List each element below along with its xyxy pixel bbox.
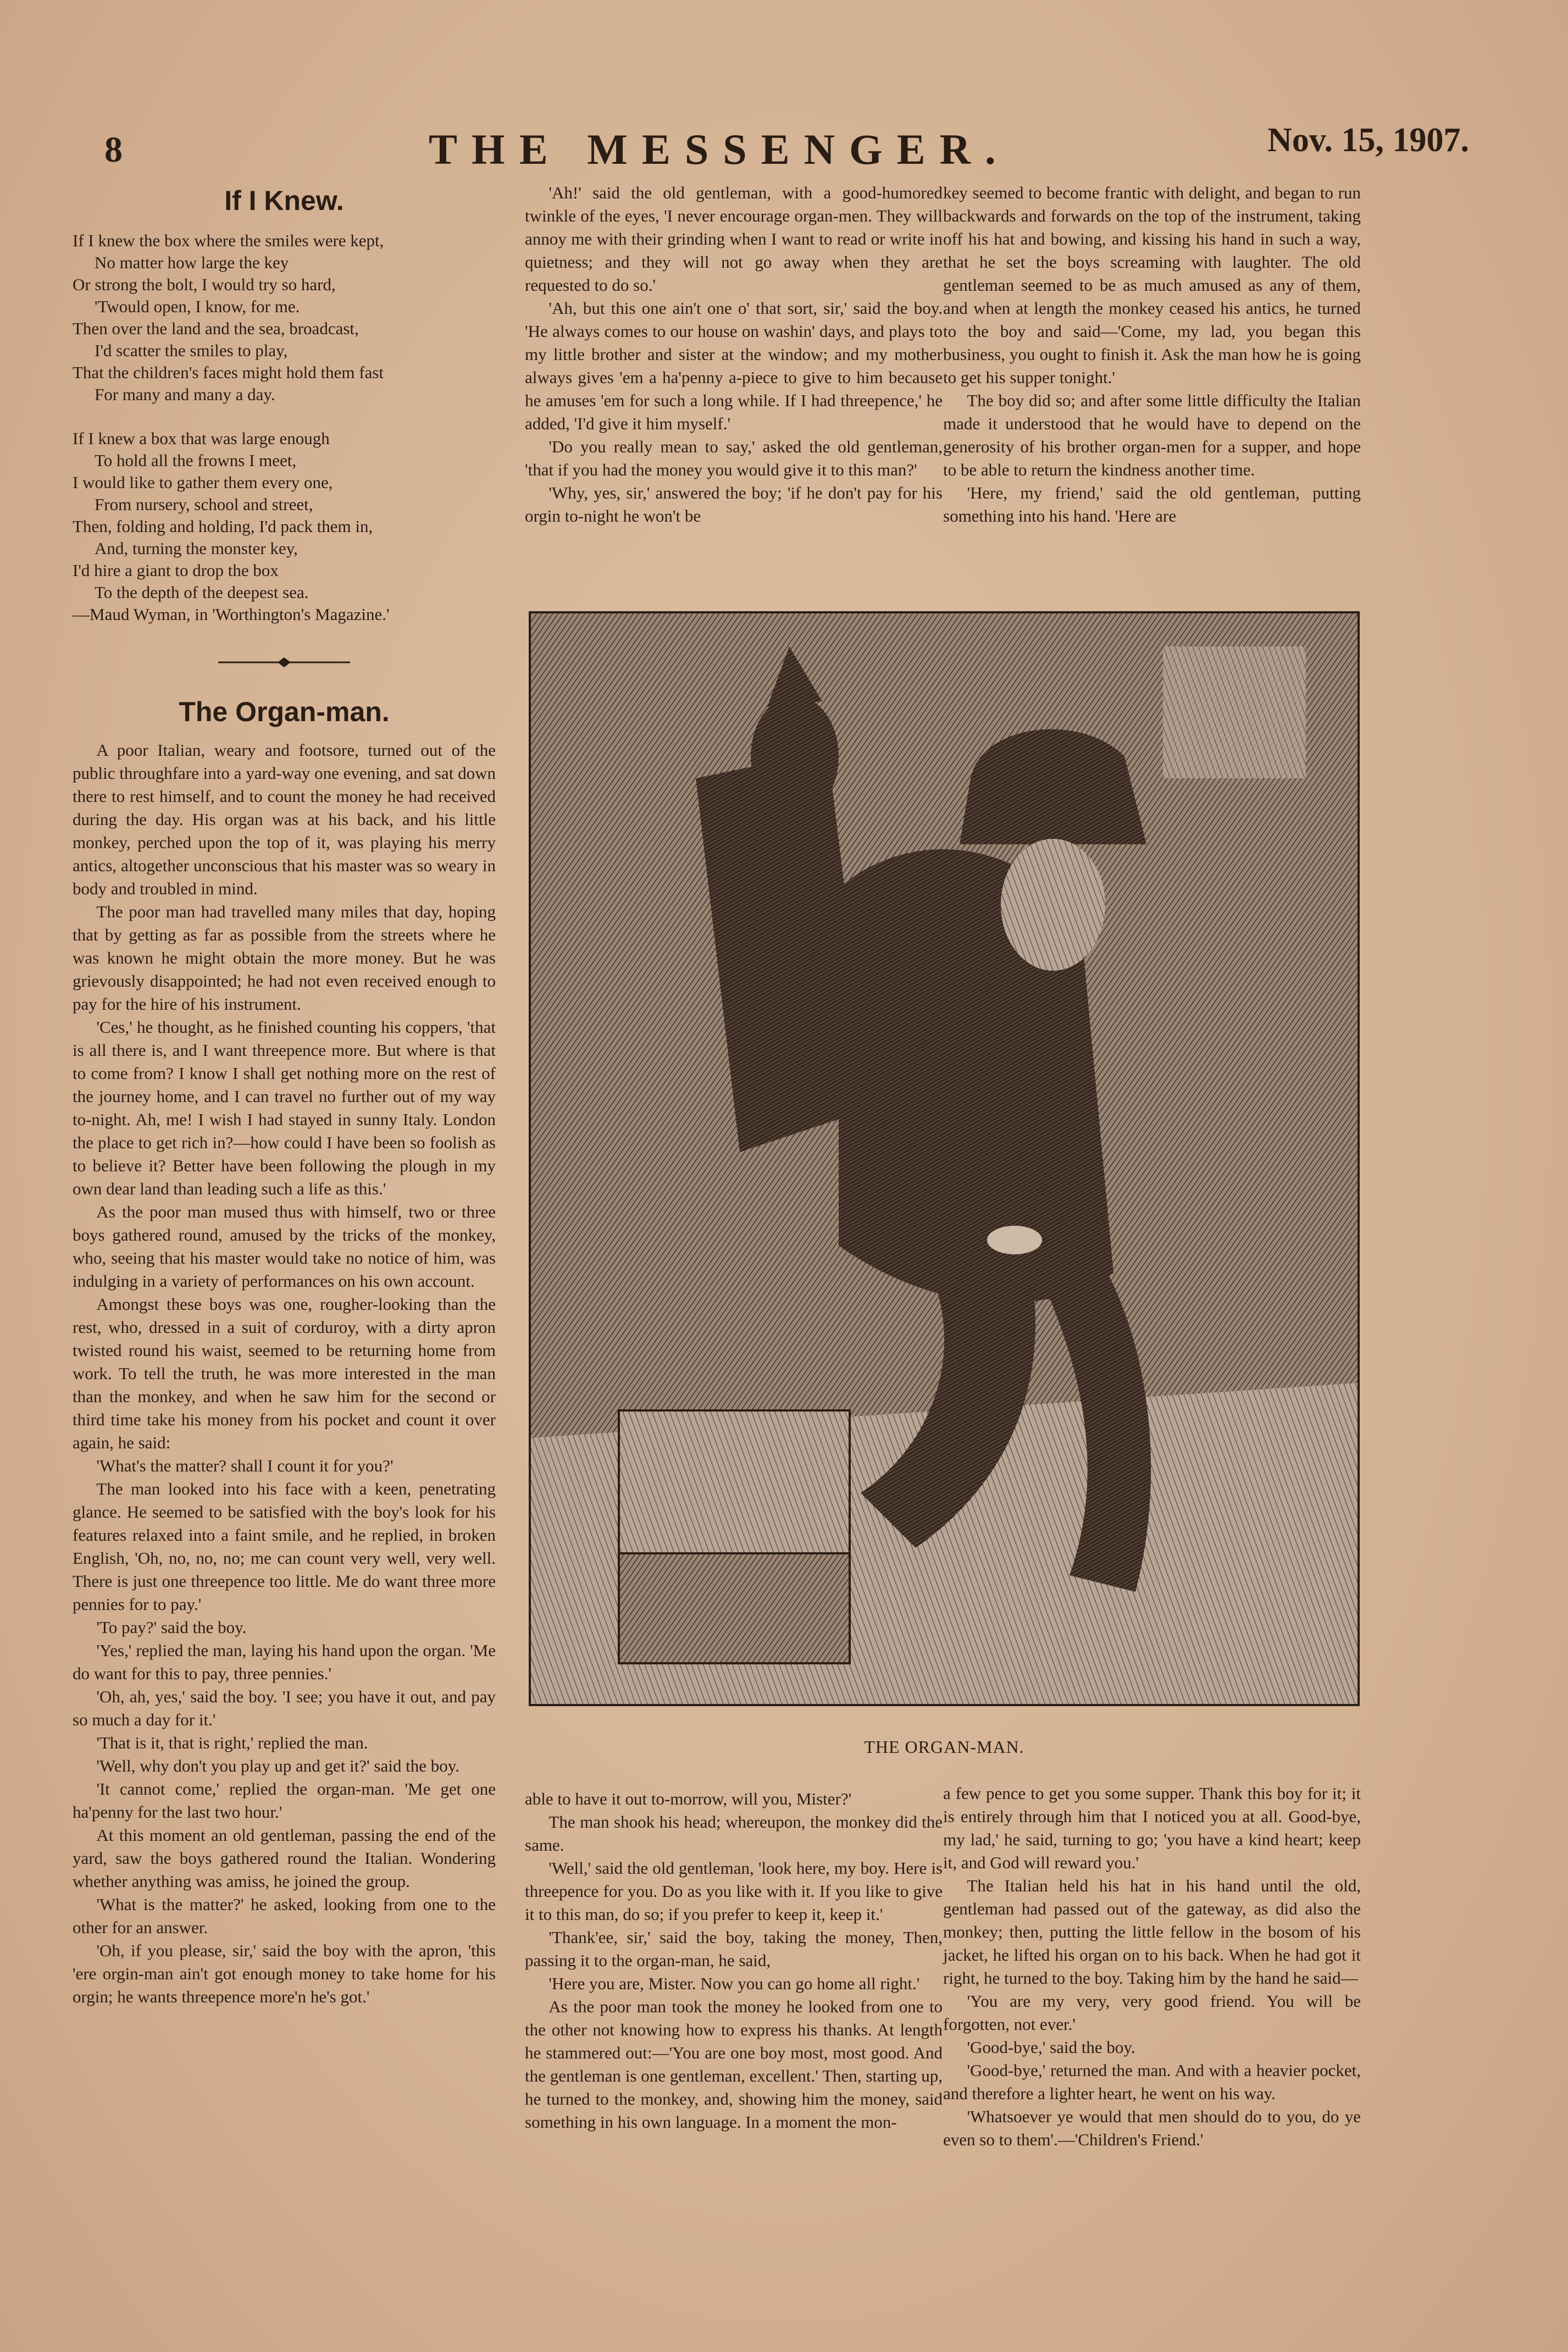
poem-line: I would like to gather them every one, xyxy=(73,473,333,492)
poem-line: To hold all the frowns I meet, xyxy=(95,451,297,470)
story-paragraph: 'Yes,' replied the man, laying his hand upon the organ. 'Me do want for this to pay, three pennies.' xyxy=(73,1641,496,1683)
poem-line: To the depth of the deepest sea. xyxy=(95,583,309,602)
organ-man-illustration xyxy=(529,611,1360,1706)
story-paragraph: Amongst these boys was one, rougher-looking than the rest, who, dressed in a suit of corduroy, with a dirty apron twisted round his waist, seemed to be returning home from work. To tell the truth, he was more interested in the man than the monkey, and when he saw him for the second or third time take his money from his pocket and count it over again, he said: xyxy=(73,1294,496,1452)
story-paragraph: 'Do you really mean to say,' asked the old gentleman, 'that if you had the money you would give it to this man?' xyxy=(525,437,943,479)
column-2-bottom xyxy=(525,1787,943,2134)
story-paragraph: 'Here you are, Mister. Now you can go home all right.' xyxy=(548,1974,920,1993)
poem-line: Or strong the bolt, I would try so hard, xyxy=(73,275,336,294)
story-paragraph: 'You are my very, very good friend. You will be forgotten, not ever.' xyxy=(943,1991,1361,2034)
story-paragraph: 'Whatsoever ye would that men should do to you, do ye even so to them'.—'Children's Friend.' xyxy=(943,2107,1361,2149)
poem-title: If I Knew. xyxy=(224,185,344,216)
story-paragraph: 'Well,' said the old gentleman, 'look here, my boy. Here is threepence for you. Do as you like with it. If you like to give it to this man, do so; if you prefer to keep it, keep it.' xyxy=(525,1858,943,1924)
story-paragraph: As the poor man took the money he looked from one to the other not knowing how to express his thanks. At length he stammered out:—'You are one boy most, most good. And the gentleman is one gentleman, excellent.' Then, starting up, he turned to the monkey, and, showing him the money, said something in his own language. In a moment the mon- xyxy=(525,1997,943,2132)
page-header xyxy=(99,113,1480,173)
story-paragraph: 'That is it, that is right,' replied the man. xyxy=(96,1733,368,1752)
poem-line: And, turning the monster key, xyxy=(95,539,298,558)
story-paragraph: 'What is the matter?' he asked, looking from one to the other for an answer. xyxy=(73,1895,496,1937)
poem-line: For many and many a day. xyxy=(95,385,275,404)
poem-line: I'd scatter the smiles to play, xyxy=(95,341,288,360)
story-paragraph: 'Ah, but this one ain't one o' that sort, sir,' said the boy. 'He always comes to our house on washin' days, and plays to my little brother and sister at the window; and my mother always gives 'em a ha'penny a-piece to give to him because he amuses 'em for such a long while. If I had threepence,' he added, 'I'd give it him myself.' xyxy=(525,298,943,433)
story-paragraph: A poor Italian, weary and footsore, turned out of the public throughfare into a yard-way one evening, and sat down there to rest himself, and to count the money he had received during the day. His organ was at his back, and his little monkey, perched upon the top of it, was playing his merry antics, altogether unconscious that his master was so weary in body and troubled in mind. xyxy=(73,740,496,898)
column-1 xyxy=(73,181,496,2008)
story-paragraph: key seemed to become frantic with delight, and began to run backwards and forwards on the top of the instrument, taking off his hat and bowing, and kissing his hand in such a way, that he set the boys screaming with laughter. The old gentleman seemed to be as much amused as any of them, and when at length the monkey ceased his antics, he turned to the boy and said—'Come, my lad, you began this business, you ought to finish it. Ask the man how he is going to get his supper tonight.' xyxy=(943,183,1361,387)
story-paragraph: The poor man had travelled many miles that day, hoping that by getting as far as possible from the streets where he was known he might obtain the more money. But he was grievously disappointed; he had not even received enough to pay for the hire of his instrument. xyxy=(73,902,496,1014)
story-paragraph: The boy did so; and after some little difficulty the Italian made it understood that he would have to depend on the generosity of his brother organ-men for a supper, and hope to be able to return the kindness another time. xyxy=(943,391,1361,479)
poem-line: If I knew the box where the smiles were kept, xyxy=(73,231,384,250)
story-paragraph: At this moment an old gentleman, passing the end of the yard, saw the boys gathered round the Italian. Wondering whether anything was amiss, he joined the group. xyxy=(73,1825,496,1891)
story-title: The Organ-man. xyxy=(179,696,390,727)
story-paragraph: 'What's the matter? shall I count it for you?' xyxy=(96,1456,394,1475)
column-3-bottom xyxy=(943,1782,1361,2151)
story-paragraph: The man looked into his face with a keen, penetrating glance. He seemed to be satisfied with the boy's look for his features relaxed into a faint smile, and he replied, in broken English, 'Oh, no, no, no; me can count very well, very well. There is just one threepence too little. Me do want three more pennies for to pay.' xyxy=(73,1479,496,1614)
page-number: 8 xyxy=(104,130,123,170)
story-paragraph: 'Thank'ee, sir,' said the boy, taking the money, Then, passing it to the organ-man, he said, xyxy=(525,1928,943,1970)
masthead: THE MESSENGER. xyxy=(429,125,1010,173)
poem-body xyxy=(73,230,496,626)
story-paragraph: 'Ces,' he thought, as he finished counting his coppers, 'that is all there is, and I want threepence more. But where is that to come from? I know I shall get nothing more on the rest of the journey home, and I can travel no further out of my way to-night. Ah, me! I wish I had stayed in sunny Italy. London the place to get rich in?—how could I have been so foolish as to believe it? Better have been following the plough in my own dear land than leading such a life as this.' xyxy=(73,1017,496,1198)
story-paragraph: 'Good-bye,' returned the man. And with a heavier pocket, and therefore a lighter heart, he went on his way. xyxy=(943,2061,1361,2103)
story-paragraph: able to have it out to-morrow, will you, Mister?' xyxy=(525,1789,852,1808)
story-paragraph: The Italian held his hat in his hand until the old, gentleman had passed out of the gateway, as did also the monkey; then, putting the little fellow in the bosom of his jacket, he lifted his organ on to his back. When he had got it right, he turned to the boy. Taking him by the hand he said— xyxy=(943,1876,1361,1988)
story-paragraph: The man shook his head; whereupon, the monkey did the same. xyxy=(525,1812,943,1855)
poem-line: Then over the land and the sea, broadcast, xyxy=(73,319,359,338)
story-paragraph: As the poor man mused thus with himself, two or three boys gathered round, amused by the tricks of the monkey, who, seeing that his master would take no notice of him, was indulging in a variety of performances on his own account. xyxy=(73,1202,496,1291)
story-paragraph: 'Ah!' said the old gentleman, with a good-humored twinkle of the eyes, 'I never encourage organ-men. They will annoy me with their grinding when I want to read or write in quietness; and they will not go away when they are requested to do so.' xyxy=(525,183,943,295)
poem-line: 'Twould open, I know, for me. xyxy=(95,297,300,316)
issue-date: Nov. 15, 1907. xyxy=(1267,121,1469,159)
story-paragraph: 'Here, my friend,' said the old gentleman, putting something into his hand. 'Here are xyxy=(943,483,1361,525)
story-paragraph: 'To pay?' said the boy. xyxy=(96,1618,247,1637)
poem-line: If I knew a box that was large enough xyxy=(73,429,330,448)
story-paragraph: 'Oh, if you please, sir,' said the boy with the apron, 'this 'ere orgin-man ain't got enough money to take home for his orgin; he wants threepence more'n he's got.' xyxy=(73,1941,496,2006)
story-paragraph: 'Oh, ah, yes,' said the boy. 'I see; you have it out, and pay so much a day for it.' xyxy=(73,1687,496,1729)
story-paragraph: 'Why, yes, sir,' answered the boy; 'if he don't pay for his orgin to-night he won't be xyxy=(525,483,943,525)
story-paragraph: 'Good-bye,' said the boy. xyxy=(967,2038,1135,2057)
poem-line: Then, folding and holding, I'd pack them in, xyxy=(73,517,373,536)
story-paragraph: 'Well, why don't you play up and get it?' said the boy. xyxy=(96,1756,459,1775)
divider-ornament xyxy=(213,654,356,671)
story-paragraph: a few pence to get you some supper. Thank this boy for it; it is entirely through him that I noticed you at all. Good-bye, my lad,' he said, turning to go; 'you have a kind heart; keep it, and God will reward you.' xyxy=(943,1784,1361,1872)
illustration-caption: THE ORGAN-MAN. xyxy=(864,1737,1024,1757)
column-3-top xyxy=(943,181,1361,528)
poem-attribution: —Maud Wyman, in 'Worthington's Magazine.' xyxy=(73,605,390,624)
column-2-top xyxy=(525,181,943,528)
story-paragraph: 'It cannot come,' replied the organ-man. 'Me get one ha'penny for the last two hour.' xyxy=(73,1779,496,1822)
poem-line: No matter how large the key xyxy=(95,253,289,272)
poem-line: That the children's faces might hold them fast xyxy=(73,363,384,382)
poem-line: From nursery, school and street, xyxy=(95,495,313,514)
engraving-image xyxy=(531,613,1358,1704)
poem-line: I'd hire a giant to drop the box xyxy=(73,561,279,580)
